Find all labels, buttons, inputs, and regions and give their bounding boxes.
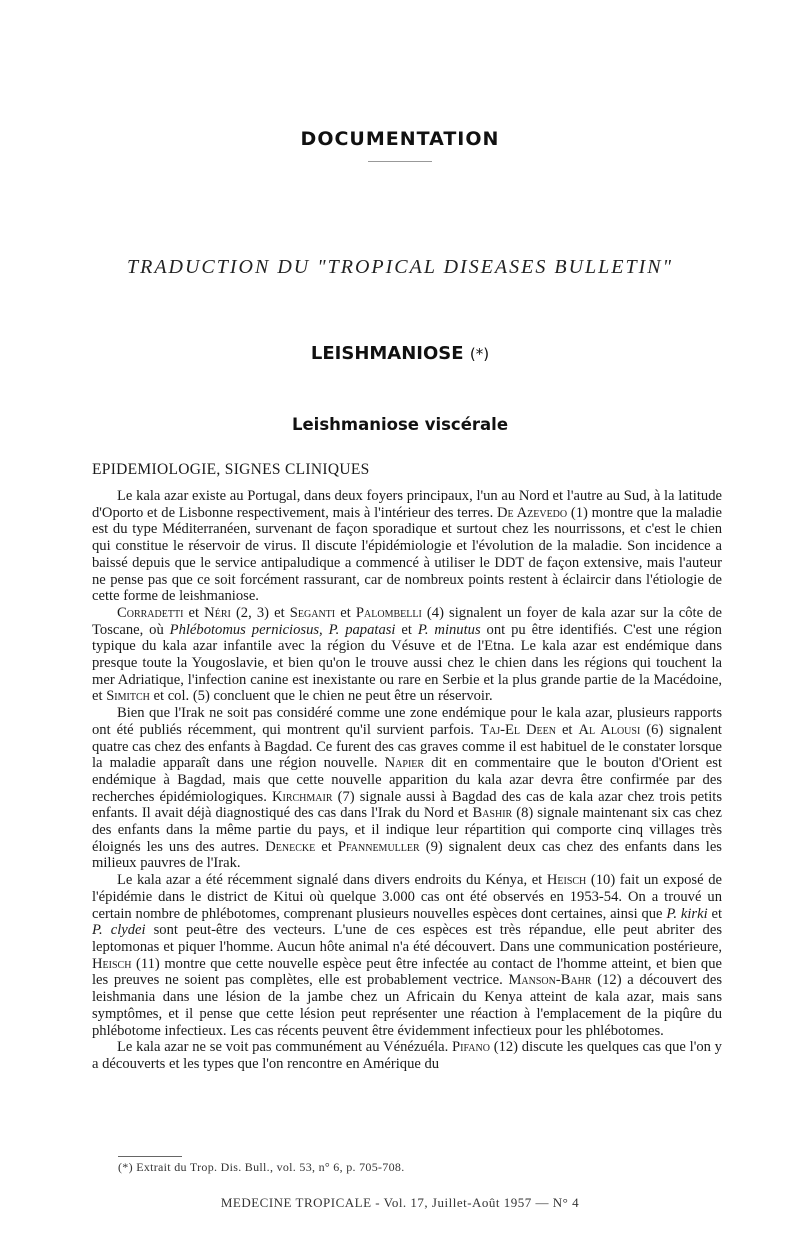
article-title: [0, 343, 800, 364]
author-name: Palombelli: [355, 604, 422, 621]
author-name: Simitch: [106, 688, 150, 705]
header-divider: [368, 161, 432, 162]
author-name: Kirchmair: [271, 788, 333, 805]
footnote-marker: (*): [469, 345, 490, 363]
footnote: (*) Extrait du Trop. Dis. Bull., vol. 53, n° 6, p. 705-708.: [118, 1160, 405, 1174]
author-name: Heisch: [92, 955, 132, 972]
section-heading: EPIDEMIOLOGIE, SIGNES CLINIQUES: [92, 461, 370, 478]
author-name: Taj-El Deen: [480, 721, 556, 738]
paragraph-portugal: Le kala azar existe au Portugal, dans deux foyers principaux, l'un au Nord et l'autre au Sud, à la latitude d'Oporto et de Lisbonne respectivement, mais à l'intérieur des terres. De Azevedo (1) montre que la maladie est du type Méditerranéen, survenant de façon sporadique et surtout chez les nourrissons, et c'est le chien qui constitue le réservoir de virus. Il discute l'épidémiologie et l'évolution de la maladie. Son incidence a baissé depuis que le service antipaludique a commencé à utiliser le DDT de façon extensive, mais l'auteur ne pense pas que ce soit forcément rassurant, car de nombreux points restent à éclaircir dans l'étiologie de cette forme de leishmaniose.: [92, 488, 722, 605]
author-name: Bashir: [472, 805, 513, 822]
documentation-header: DOCUMENTATION: [300, 128, 500, 150]
author-name: Manson-Bahr: [508, 972, 592, 989]
journal-footer: MEDECINE TROPICALE - Vol. 17, Juillet-Août 1957 — N° 4: [220, 1195, 580, 1210]
article-body: [92, 488, 722, 1073]
paragraph-venezuela: Le kala azar ne se voit pas communément au Vénézuéla. Pifano (12) discute les quelques cas que l'on y a découverts et les types que l'on rencontre en Amérique du: [92, 1039, 722, 1072]
species-name: P. kirki: [666, 905, 708, 922]
author-name: Pifano: [452, 1039, 490, 1056]
article-title-text: LEISHMANIOSE: [310, 343, 464, 364]
author-name: Néri: [204, 604, 231, 621]
author-name: Al Alousi: [578, 721, 641, 738]
author-name: Heisch: [546, 872, 587, 889]
author-name: Corradetti: [117, 604, 184, 621]
translation-subtitle: TRADUCTION DU "TROPICAL DISEASES BULLETIN": [126, 256, 673, 278]
paragraph-italy-yugoslavia: Corradetti et Néri (2, 3) et Seganti et Palombelli (4) signalent un foyer de kala azar sur la côte de Toscane, où Phlébotomus perniciosus, P. papatasi et P. minutus ont pu être identifiés. C'est une région typique du kala azar infantile avec la région du Vésuve et de l'Etna. Le kala azar est endémique dans presque toute la Yougoslavie, et bien qu'on le trouve aussi chez le chien dans les régions qui touchent la mer Adriatique, l'infection canine est inexistante ou rare en Serbie et la plus grande partie de la Macédoine, et Simitch et col. (5) concluent que le chien ne peut être un réservoir.: [92, 604, 722, 705]
species-name: P. minutus: [417, 621, 481, 638]
author-name: Seganti: [289, 604, 336, 621]
article-subtitle: Leishmaniose viscérale: [291, 415, 509, 434]
author-name: Pfannemuller: [337, 838, 420, 855]
author-name: Napier: [384, 755, 425, 772]
author-name: Denecke: [265, 838, 316, 855]
paragraph-iraq: Bien que l'Irak ne soit pas considéré comme une zone endémique pour le kala azar, plusieurs rapports ont été publiés récemment, qui montrent qu'il survient parfois. Taj-El Deen et Al Alousi (6) signalent quatre cas chez des enfants à Bagdad. Ce furent des cas graves comme il est habituel de le constater lorsque la maladie apparaît dans une région nouvelle. Napier dit en commentaire que le bouton d'Orient est endémique à Bagdad, mais que cette nouvelle apparition du kala azar devra être confirmée par des recherches épidémiologiques. Kirchmair (7) signale aussi à Bagdad des cas de kala azar chez trois petits enfants. Il avait déjà diagnostiqué des cas dans l'Irak du Nord et Bashir (8) signale maintenant six cas chez des enfants dans la même partie du pays, et il indique leur répartition qui comporte cinq villages très éloignés les uns des autres. Denecke et Pfannemuller (9) signalent deux cas chez des enfants dans les milieux pauvres de l'Irak.: [92, 705, 723, 872]
footnote-divider: [118, 1156, 182, 1157]
author-name: De Azevedo: [497, 504, 568, 521]
species-name: P. clydei: [92, 922, 146, 939]
species-name: Phlébotomus perniciosus, P. papatasi: [169, 621, 396, 638]
paragraph-kenya: Le kala azar a été récemment signalé dans divers endroits du Kénya, et Heisch (10) fait un exposé de l'épidémie dans le district de Kitui où quelque 3.000 cas ont été observés en 1953-54. On a trouvé un certain nombre de phlébotomes, comprenant plusieurs nouvelles espèces dont certaines, ainsi que P. kirki et P. clydei sont peut-être des vecteurs. L'une de ces espèces est très répandue, elle peut abriter des leptomonas et piquer l'homme. Aucun hôte animal n'a été découvert. Dans une communication postérieure, Heisch (11) montre que cette nouvelle espèce peut être infectée au contact de l'homme atteint, et bien que les preuves ne soient pas complètes, elle est probablement vectrice. Manson-Bahr (12) a découvert des leishmania dans une lésion de la jambe chez un Africain du Kenya atteint de kala azar, mais sans symptômes, et il pense que cette lésion peut représenter une réaction à l'emplacement de la piqûre du phlébotome infectieux. Les cas récents peuvent être évidemment infectieux pour les phlébotomes.: [92, 872, 722, 1039]
